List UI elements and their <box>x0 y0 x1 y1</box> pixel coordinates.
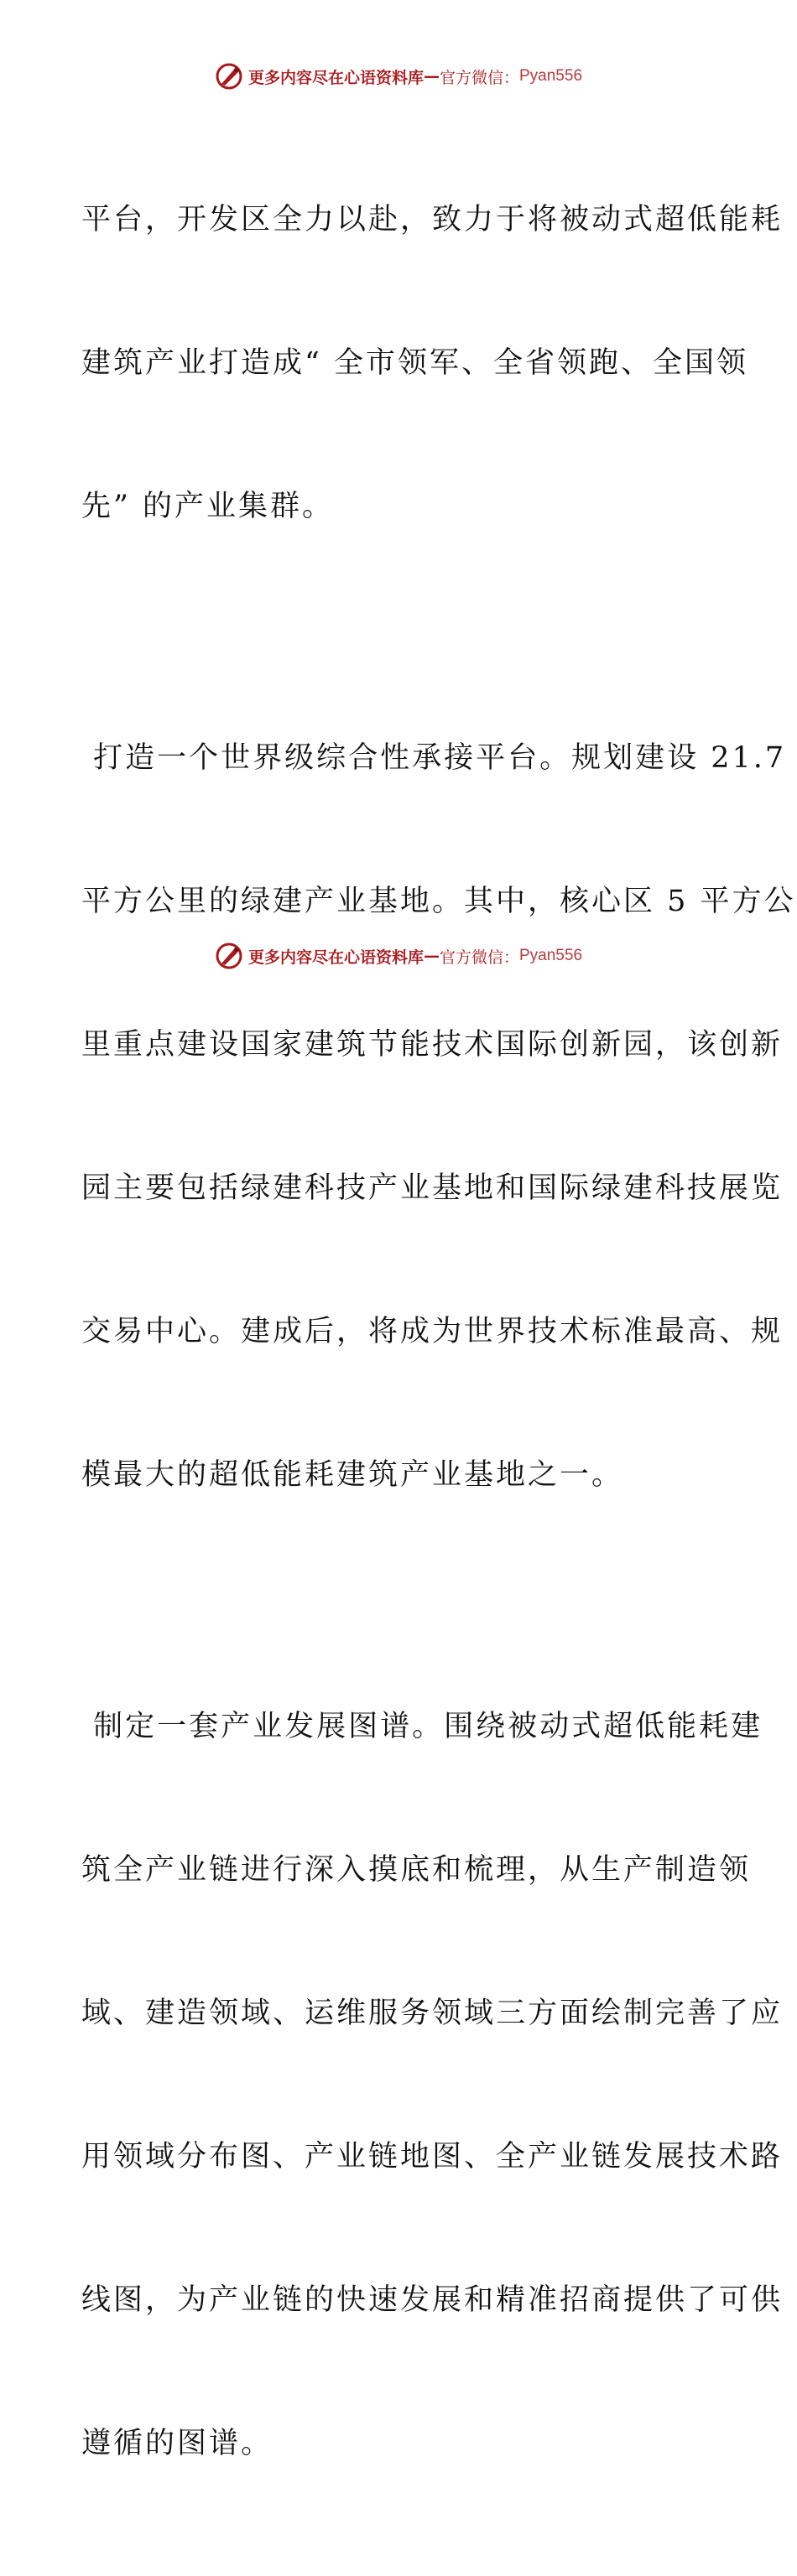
header-official-label: 官方微信： <box>439 68 519 87</box>
footer-wechat-id: Pyan556 <box>519 947 583 964</box>
paragraph-3 <box>81 1607 784 2563</box>
text-line: 制定一套产业发展图谱。围绕被动式超低能耗建 <box>81 1710 763 1743</box>
text-line: 遵循的图谱。 <box>81 2427 273 2460</box>
header-wechat-id: Pyan556 <box>519 67 583 85</box>
text-line: 交易中心。建成后，将成为世界技术标准最高、规 <box>81 1315 784 1348</box>
text-line: 建筑产业打造成“ 全市领军、全省领跑、全国领 <box>81 346 749 380</box>
header-site-name: 更多内容尽在心语资料库 <box>247 68 424 87</box>
text-line: 模最大的超低能耗建筑产业基地之一。 <box>81 1458 624 1492</box>
header-banner <box>0 60 797 93</box>
text-line: 筑全产业链进行深入摸底和梳理，从生产制造领 <box>81 1853 752 1887</box>
footer-official-label: 官方微信： <box>439 948 519 967</box>
text-line: 线图，为产业链的快速发展和精准招商提供了可供 <box>81 2283 784 2317</box>
text-line: 域、建造领域、运维服务领域三方面绘制完善了应 <box>81 1997 784 2030</box>
footer-site-name: 更多内容尽在心语资料库 <box>247 948 424 967</box>
text-line: 园主要包括绿建科技产业基地和国际绿建科技展览 <box>81 1171 784 1205</box>
text-line: 用领域分布图、产业链地图、全产业链发展技术路 <box>81 2140 784 2174</box>
pen-logo-icon <box>215 62 243 91</box>
text-line: 平方公里的绿建产业基地。其中，核心区 5 平方公 <box>81 885 796 918</box>
footer-separator: — <box>423 947 440 965</box>
paragraph-1 <box>81 101 784 626</box>
header-separator: — <box>423 67 440 86</box>
text-line: 先” 的产业集群。 <box>81 490 335 523</box>
paragraph-2 <box>81 639 796 1595</box>
text-line: 平台，开发区全力以赴，致力于将被动式超低能耗 <box>81 203 784 236</box>
text-line: 打造一个世界级综合性承接平台。规划建设 21.7 <box>81 741 787 775</box>
text-line: 里重点建设国家建筑节能技术国际创新园，该创新 <box>81 1028 784 1062</box>
pen-logo-icon <box>215 942 243 970</box>
footer-banner <box>0 939 797 973</box>
document-body <box>81 101 796 2576</box>
